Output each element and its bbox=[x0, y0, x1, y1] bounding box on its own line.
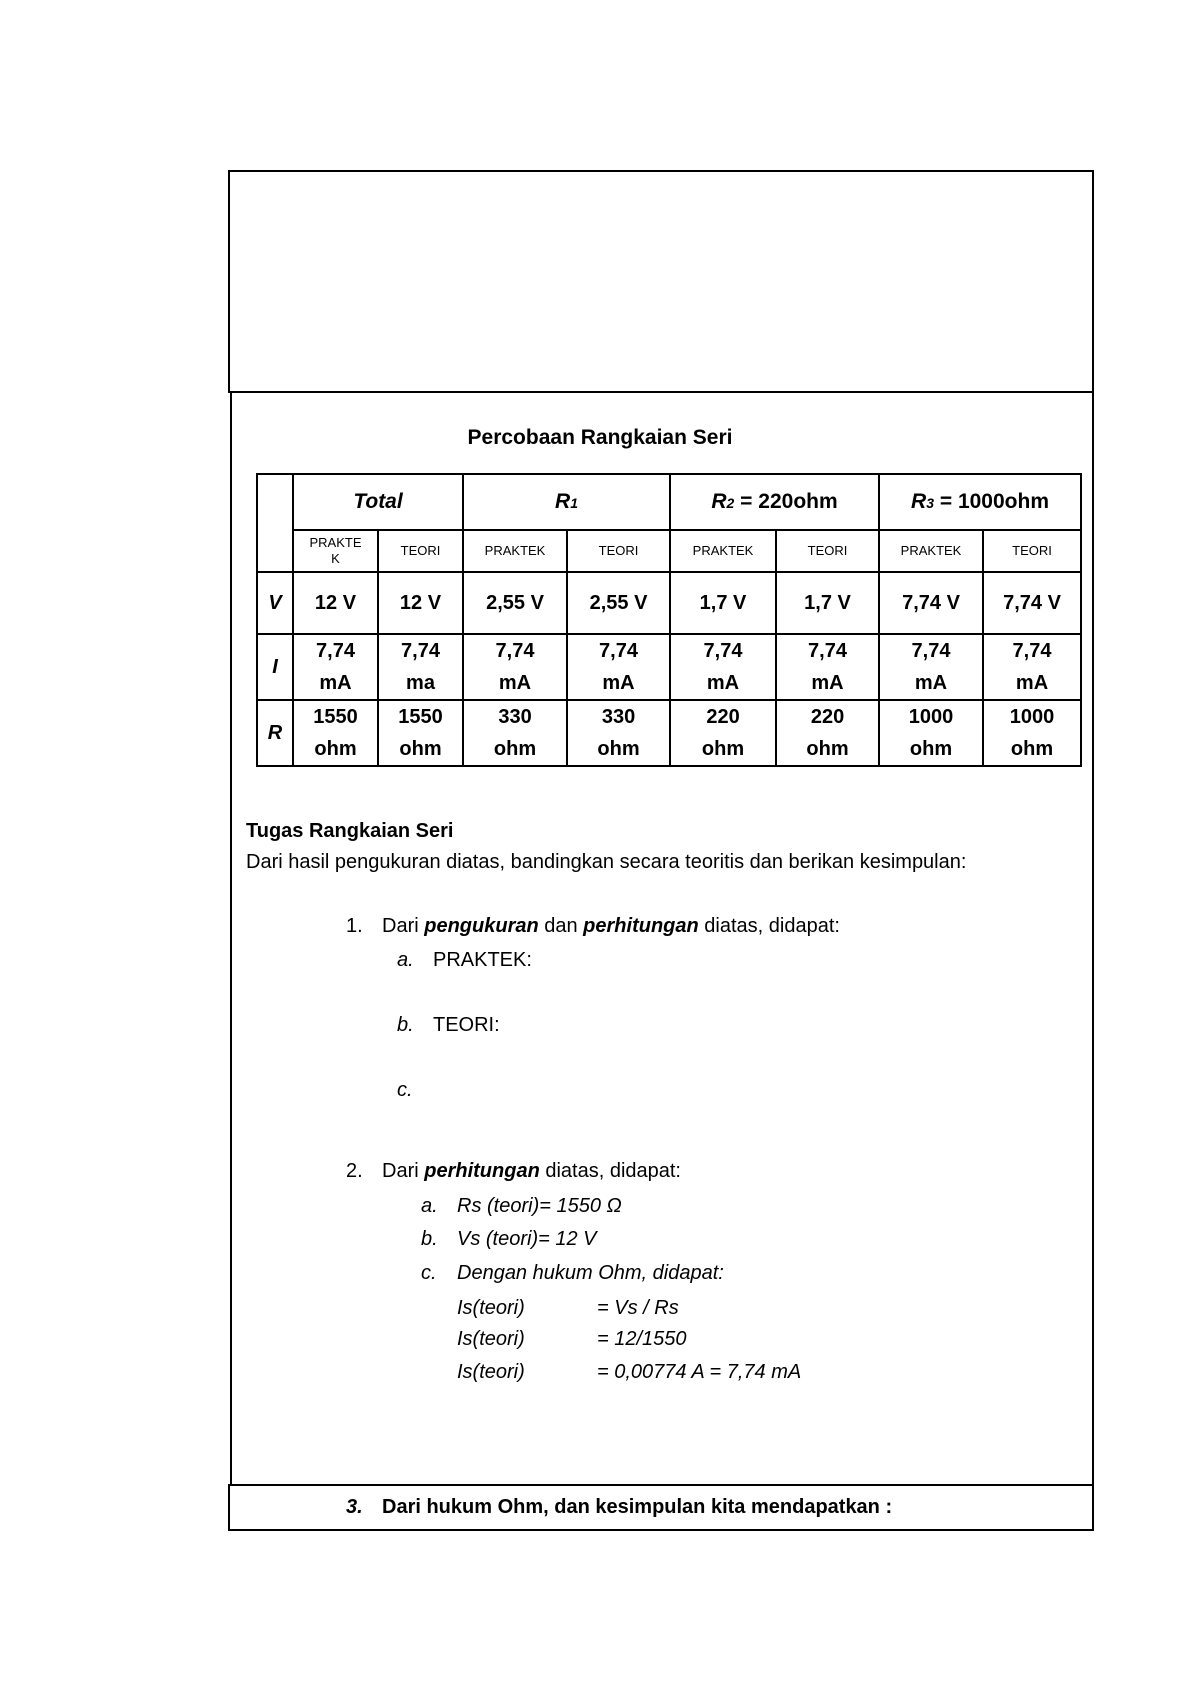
item-2b: b. Vs (teori)= 12 V bbox=[421, 1228, 597, 1250]
sub-header-cell: TEORI bbox=[378, 530, 463, 572]
sub-header-row bbox=[257, 530, 1081, 572]
item-1: 1. Dari pengukuran dan perhitungan diatas, didapat: bbox=[346, 915, 840, 937]
table-cell: 7,74 mA bbox=[463, 634, 567, 700]
sub-header-cell: PRAKTEK bbox=[670, 530, 776, 572]
sub-header-cell: PRAKTEK bbox=[463, 530, 567, 572]
table-cell: 7,74 mA bbox=[567, 634, 670, 700]
results-table bbox=[256, 473, 1082, 767]
table-cell: 1000 ohm bbox=[879, 700, 983, 766]
formula-line-3: Is(teori) = 0,00774 A = 7,74 mA bbox=[457, 1361, 802, 1383]
table-row-current bbox=[257, 634, 1081, 700]
table-cell: 330 ohm bbox=[463, 700, 567, 766]
table-cell: 7,74 mA bbox=[879, 634, 983, 700]
table-cell: 12 V bbox=[378, 572, 463, 634]
header-box bbox=[228, 170, 1094, 393]
group-header-r3: R3 = 1000ohm bbox=[879, 474, 1081, 530]
table-cell: 1000 ohm bbox=[983, 700, 1081, 766]
table-title: Percobaan Rangkaian Seri bbox=[467, 426, 733, 449]
group-header-r1: R1 bbox=[463, 474, 670, 530]
table-cell: 330 ohm bbox=[567, 700, 670, 766]
formula-line-2: Is(teori) = 12/1550 bbox=[457, 1328, 687, 1350]
item-1c: c. bbox=[397, 1079, 413, 1101]
group-header-row bbox=[257, 474, 1081, 530]
table-row-resistance bbox=[257, 700, 1081, 766]
row-label: I bbox=[257, 634, 293, 700]
table-cell: 1550 ohm bbox=[378, 700, 463, 766]
item-1b: b. TEORI: bbox=[397, 1014, 500, 1036]
task-heading: Tugas Rangkaian Seri bbox=[246, 820, 454, 842]
item-1-number: 1. bbox=[346, 915, 363, 937]
table-cell: 12 V bbox=[293, 572, 378, 634]
corner-cell bbox=[257, 474, 293, 572]
item-3: 3. Dari hukum Ohm, dan kesimpulan kita mendapatkan : bbox=[346, 1496, 893, 1518]
table-cell: 2,55 V bbox=[463, 572, 567, 634]
item-3-number: 3. bbox=[346, 1496, 363, 1518]
table-cell: 7,74 ma bbox=[378, 634, 463, 700]
group-header-r2: R2 = 220ohm bbox=[670, 474, 879, 530]
row-label: V bbox=[257, 572, 293, 634]
table-cell: 220 ohm bbox=[776, 700, 879, 766]
sub-header-cell: TEORI bbox=[567, 530, 670, 572]
item-2: 2. Dari perhitungan diatas, didapat: bbox=[346, 1160, 681, 1182]
table-cell: 7,74 V bbox=[879, 572, 983, 634]
row-label: R bbox=[257, 700, 293, 766]
table-cell: 1,7 V bbox=[670, 572, 776, 634]
sub-header-cell: TEORI bbox=[983, 530, 1081, 572]
task-intro: Dari hasil pengukuran diatas, bandingkan secara teoritis dan berikan kesimpulan: bbox=[246, 851, 967, 873]
item-2-number: 2. bbox=[346, 1160, 363, 1182]
sub-header-cell: TEORI bbox=[776, 530, 879, 572]
table-cell: 1,7 V bbox=[776, 572, 879, 634]
formula-line-1: Is(teori) = Vs / Rs bbox=[457, 1297, 679, 1319]
sub-header-cell: PRAKTE K bbox=[293, 530, 378, 572]
table-row-voltage bbox=[257, 572, 1081, 634]
table-cell: 7,74 V bbox=[983, 572, 1081, 634]
table-cell: 7,74 mA bbox=[670, 634, 776, 700]
item-1a: a. PRAKTEK: bbox=[397, 949, 532, 971]
table-cell: 1550 ohm bbox=[293, 700, 378, 766]
table-cell: 7,74 mA bbox=[983, 634, 1081, 700]
table-cell: 7,74 mA bbox=[776, 634, 879, 700]
item-2a: a. Rs (teori)= 1550 Ω bbox=[421, 1195, 622, 1217]
group-header-total: Total bbox=[293, 474, 463, 530]
sub-header-cell: PRAKTEK bbox=[879, 530, 983, 572]
table-cell: 2,55 V bbox=[567, 572, 670, 634]
item-2c: c. Dengan hukum Ohm, didapat: bbox=[421, 1262, 724, 1284]
table-cell: 7,74 mA bbox=[293, 634, 378, 700]
table-cell: 220 ohm bbox=[670, 700, 776, 766]
